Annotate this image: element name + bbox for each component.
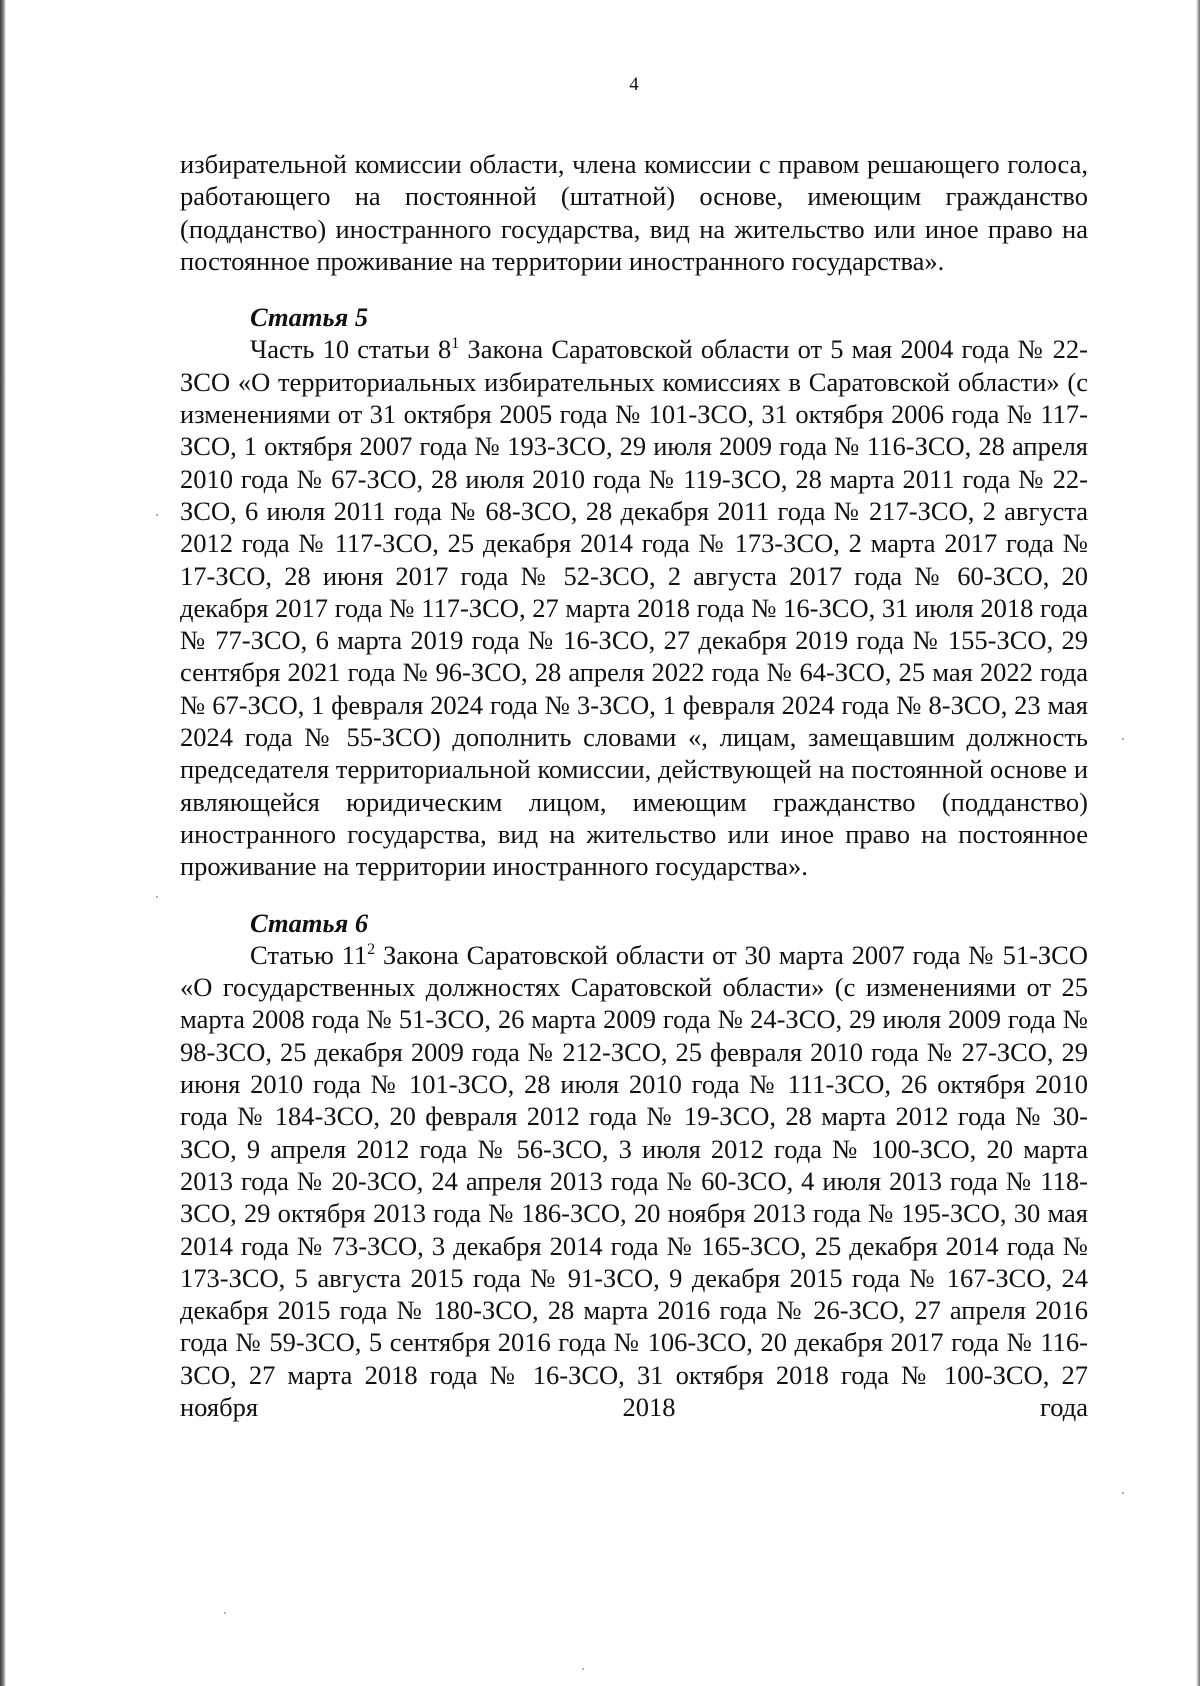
scan-speck bbox=[224, 1612, 226, 1614]
scan-speck bbox=[156, 896, 158, 898]
scan-edge-right bbox=[1196, 0, 1200, 1686]
article-5-heading: Статья 5 bbox=[250, 302, 369, 333]
page-number: 4 bbox=[629, 74, 639, 95]
article-6-text-start: Статью 11 bbox=[250, 939, 368, 970]
article-5-text-start: Часть 10 статьи 8 bbox=[250, 334, 452, 365]
article-6-text-rest: Закона Саратовской области от 30 марта 2007 года № 51-ЗСО «О государственных должностях Саратовской области» (с изменениями от 25 марта 2008 года № 51-ЗСО, 26 марта 2009 года № 24-ЗСО, 29 июля 2009 года № 98-ЗСО, 25 декабря 2009 года № 212-ЗСО, 25 февраля 2010 года № 27-ЗСО, 29 июня 2010 года № 101-ЗСО, 28 июля 2010 года № 111-ЗСО, 26 октября 2010 года № 184-ЗСО, 20 февраля 2012 года № 19-ЗСО, 28 марта 2012 года № 30-ЗСО, 9 апреля 2012 года № 56-ЗСО, 3 июля 2012 года № 100-ЗСО, 20 марта 2013 года № 20-ЗСО, 24 апреля 2013 года № 60-ЗСО, 4 июля 2013 года № 118-ЗСО, 29 октября 2013 года № 186-ЗСО, 20 ноября 2013 года № 195-ЗСО, 30 мая 2014 года № 73-ЗСО, 3 декабря 2014 года № 165-ЗСО, 25 декабря 2014 года № 173-ЗСО, 5 августа 2015 года № 91-ЗСО, 9 декабря 2015 года № 167-ЗСО, 24 декабря 2015 года № 180-ЗСО, 28 марта 2016 года № 26-ЗСО, 27 апреля 2016 года № 59-ЗСО, 5 сентября 2016 года № 106-ЗСО, 20 декабря 2017 года № 116-ЗСО, 27 марта 2018 года № 16-ЗСО, 31 октября 2018 года № 100-ЗСО, 27 ноября 2018 года bbox=[180, 939, 1088, 1422]
article-6-heading: Статья 6 bbox=[250, 907, 369, 938]
article-6-paragraph bbox=[180, 939, 1088, 1423]
scan-speck bbox=[1122, 1492, 1124, 1494]
document-body bbox=[180, 148, 1088, 1423]
scan-speck bbox=[582, 1668, 584, 1670]
article-5-paragraph bbox=[180, 333, 1088, 882]
intro-paragraph: избирательной комиссии области, члена комиссии с правом решающего голоса, работающего на постоянной (штатной) основе, имеющим гражданство (подданство) иностранного государства, вид на жительство или иное право на постоянное проживание на территории иностранного государства». bbox=[180, 149, 1088, 276]
scan-speck bbox=[1122, 738, 1124, 740]
scan-speck bbox=[156, 514, 158, 516]
scan-edge-left bbox=[0, 0, 6, 1686]
article-5-text-rest: Закона Саратовской области от 5 мая 2004 года № 22-ЗСО «О территориальных избирательных комиссиях в Саратовской области» (с изменениями от 31 октября 2005 года № 101-ЗСО, 31 октября 2006 года № 117-ЗСО, 1 октября 2007 года № 193-ЗСО, 29 июля 2009 года № 116-ЗСО, 28 апреля 2010 года № 67-ЗСО, 28 июля 2010 года № 119-ЗСО, 28 марта 2011 года № 22-ЗСО, 6 июля 2011 года № 68-ЗСО, 28 декабря 2011 года № 217-ЗСО, 2 августа 2012 года № 117-ЗСО, 25 декабря 2014 года № 173-ЗСО, 2 марта 2017 года № 17-ЗСО, 28 июня 2017 года № 52-ЗСО, 2 августа 2017 года № 60-ЗСО, 20 декабря 2017 года № 117-ЗСО, 27 марта 2018 года № 16-ЗСО, 31 июля 2018 года № 77-ЗСО, 6 марта 2019 года № 16-ЗСО, 27 декабря 2019 года № 155-ЗСО, 29 сентября 2021 года № 96-ЗСО, 28 апреля 2022 года № 64-ЗСО, 25 мая 2022 года № 67-ЗСО, 1 февраля 2024 года № 3-ЗСО, 1 февраля 2024 года № 8-ЗСО, 23 мая 2024 года № 55-ЗСО) дополнить словами «, лицам, замещавшим должность председателя территориальной комиссии, действующей на постоянной основе и являющейся юридическим лицом, имеющим гражданство (подданство) иностранного государства, вид на жительство или иное право на постоянное проживание на территории иностранного государства». bbox=[180, 334, 1088, 882]
article-5-superscript: 1 bbox=[451, 335, 460, 353]
article-6-superscript: 2 bbox=[367, 941, 376, 958]
